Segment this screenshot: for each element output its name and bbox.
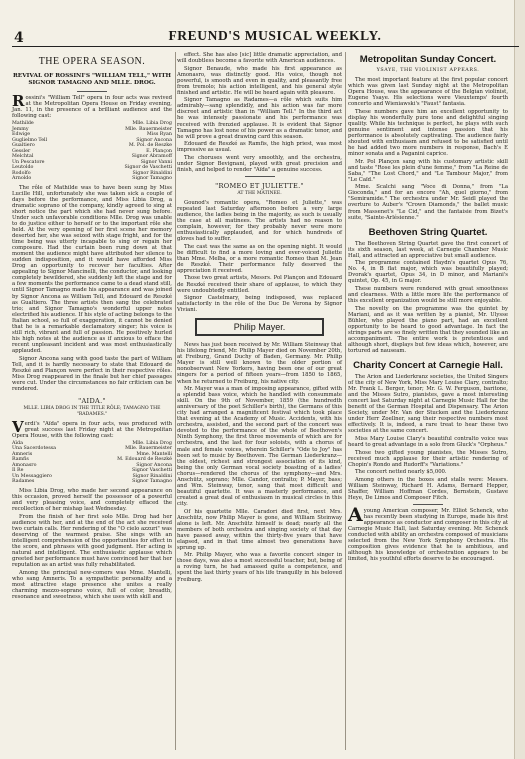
paragraph: The concert netted nearly $5,000. — [355, 469, 447, 476]
paragraph: Mme. Scalchi sang "Voce di Donna," from "La Gioconda," and for an encore "Ah, quel giorno," from "Semiramide." The orchestra under Mr. Seidl played the overture to Auber's "Crown Diamonds," the ballet music from Massenet's "Le Cid," and the fantaisie from Bizet's suite, "Sainte-Arlésienne." — [348, 184, 508, 221]
performer-name: M. Edouard de Reszké — [117, 457, 172, 463]
string-quartet-heading: Beethoven String Quartet. — [368, 226, 488, 238]
paragraph: Of his quartette Mlle. Caradori died first, next Mrs. Anschütz, now Philip Mayer is gone, and William Steinway alone is left. Mr. Anschütz himself is dead; nearly all the members of both orchestra and singing society of that day have passed away, within the thirty-five years that have elapsed, and in that time almost two generations have sprung up. — [177, 508, 342, 551]
charity-concert-heading: Charity Concert at Carnegie Hall. — [353, 359, 503, 371]
paragraph: News has just been received by Mr. William Steinway that his lifelong friend, Mr. Philip Mayer died on November 20th, at Freiburg, Grand Duchy of Baden, Germany. Mr. Philip Mayer is still well known to the older portion of nonobservant New Yorkers, having been one of our great singers for a period of fifteen years—from 1850 to 1865, when he returned to Freiburg, his native city. — [177, 342, 342, 385]
performer-name: Mlle. Bauermeister — [125, 126, 172, 132]
aida-article — [12, 488, 172, 600]
paragraph: The most important feature at the first popular concert which was given last Sunday night at the Metropolitan Opera House, was the appearance of the Belgian violinist, Eugene Ysaye. His selections were Vieuxtemps' fourth concerto and Wieniawski's "Faust" fantasia. — [348, 77, 508, 108]
performer-name: Signor Ancona — [136, 137, 172, 143]
role-name: Amneris — [12, 451, 33, 457]
performer-name: Mlle. Libia Drog — [132, 121, 172, 127]
william-tell-article — [12, 185, 172, 392]
role-name: Amonasro — [12, 462, 37, 468]
role-name: Jemmy — [12, 126, 29, 132]
masthead: FREUND'S MUSICAL WEEKLY. — [168, 28, 382, 43]
william-tell-intro: Rossini's "William Tell" opera in four acts was revived at the Metropolitan Opera House on Friday evening, Jan. 11, in the presence of a brilliant audience and the following cast: — [12, 92, 172, 120]
romeo-juliette-article — [177, 200, 342, 313]
role-name: Il Re — [12, 468, 24, 474]
page-number: 4 — [14, 30, 24, 46]
adjacent-page-edge — [514, 0, 525, 759]
paragraph: Miss Mary Louise Clary's beautiful contralto voice was heard to great advantage in a solo from Gluck's "Orpheus." — [348, 435, 508, 448]
sunday-concert-heading: Metropolitan Sunday Concert. — [359, 54, 497, 65]
paragraph: Signor Benaude, who made his first appearance as Amonasro, was distinctly good. His voice, though not powerful, is smooth and even in quality, and pleasantly free from tremolo; his action intelligent, and his general style finished and artistic. He will be heard again with pleasure. — [177, 65, 342, 96]
role-name: Rodolfo — [12, 170, 31, 176]
paragraph: The choruses went very smoothly, and the orchestra, under Signor Bevignani, played with great precision and finish, and helped to render "Aïda" a genuine success. — [177, 154, 342, 173]
column-1 — [12, 52, 172, 601]
short-rule — [413, 504, 443, 505]
paragraph: The Beethoven String Quartet gave the first concert of its sixth season, last week, at Carnegie Chamber Music Hall, and attracted an appreciative but small audience. — [348, 240, 508, 259]
paragraph: Those two great artists, Messrs. Pol Plançon and Edouard de Reszké received their share of applause, to which they were undoubtedly entitled. — [177, 275, 342, 294]
role-name: Arnoldo — [12, 176, 32, 182]
role-name: Un Pescatore — [12, 159, 45, 165]
paragraph: Signor Ancona sang with good taste the part of William Tell, and it is hardly necessary to state that Edouard de Reszké and Plançon were perfect in their respective rôles. Miss Drog reappeared in the finale but her chief passages were cut. Under the circumstances no fair criticism can be rendered. — [12, 355, 172, 392]
paragraph: Signor Castelmary, being indisposed, was replaced satisfactorily in the rôle of the Duc De Verona by Signor Viviani. — [177, 295, 342, 314]
column-rule-1 — [175, 52, 176, 750]
performer-name: Mlle. Libia Drog — [132, 440, 172, 446]
paragraph: Among others in the boxes and stalls were: Messrs. William Steinway, Richard H. Adams, Bernard Hepper, Shaffer, William Hoffman Cordes, Bernstein, Gustave Heye, De Limos and Composer Fitch. — [348, 476, 508, 501]
sunday-concert-tagline: YSAYE, THE VIOLINIST APPEARS. — [376, 68, 480, 73]
performer-name: Miss Ryan — [146, 132, 172, 138]
performer-name: Signor Rinaldini — [132, 170, 172, 176]
string-quartet-article — [348, 241, 508, 354]
paragraph: Edouard de Reszké as Ramfis, the high priest, was most impressive as usual. — [177, 141, 342, 154]
paragraph: The rôle of Mathilde was to have been sung by Miss Lucille Hill, unfortunately she was taken sick a couple of days before the performance, and Miss Libia Drog, a dramatic soprano of the company, kindly agreed to sing at short notice the part which she had never sung before. Under such unfavorable conditions Mlle. Drog was unable to do justice either to herself or to the important rôle she held. At the very opening of her first scene her memory deserted her, she was seized with stage fright, and for the time being was utterly incapable to sing or regain her composure. Had the curtain been rung down at that moment the audience might have attributed her silence to sudden indisposition, and it would have afforded Miss Drog an opportunity to recover her faculties. After appealing to Signor Mancinelli, the conductor, and looking completely bewildered, she suddenly left the stage and for a few moments the performance came to a dead stand still, until Signor Tamagno made his appearance and was joined by Signor Ancona as William Tell, and Edouard de Reszké as Gualtiero. The three artists then sang the celebrated trio; and Signor Tamagno's wonderful upper notes electrified his audience. If his style of acting belongs to the Italian school, so full of exaggeration, it cannot be denied that he is a remarkable declamatory singer; his voice is still rich, vibrant and full of passion. He positively hurled his high notes at the audience as if anxious to efface the recent unpleasant incident and was most enthusiastically applauded. — [12, 184, 172, 354]
paragraph: The programme contained Haydn's quartet Opus 76, No. 4, in B flat major, which was beautifully played; Dvorak's quartet, Opus 34, in D minor, and Mariani's quintet, Op. 45, in G major. — [348, 260, 508, 285]
aida-cast — [12, 441, 172, 485]
aida-tagline: MLLE. LIBIA DROG IN THE TITLE RÔLE; TAMAGNO THE "RADAMES." — [23, 405, 161, 417]
performer-name: Signor Vanni — [140, 159, 172, 165]
role-name: Radames — [12, 479, 35, 485]
schenck-article: Ayoung American composer, Mr. Elliot Schenck, who has recently been studying in Europe, made his first appearance as conductor and composer in this city at Carnegie Music Hall, last Saturday evening. Mr. Schenck conducted with ability an orchestra composed of musicians selected from the New York Symphony Orchestra. His composition gives evidence that he is ambitious, and although his knowledge of orchestration appears to be limited, his youthful efforts deserve to be encouraged. — [348, 503, 508, 563]
performer-name: Signor Abramoff — [131, 154, 172, 160]
role-name: Guglielmo Tell — [12, 137, 48, 143]
paragraph: From the finish of her first solo Mlle. Drog had her audience with her, and at the end of the act she received two curtain calls. Her rendering of the "O cielo azzuri" was deserving of the warmest praise. She sings with an intelligent comprehension of the opportunities for effect in the score, and phrases with good judgment. Her acting is natural and intelligent. The enthusiastic applause which greeted her performance must have convinced her that her reputation as an artist was fully rehabilitated. — [12, 513, 172, 568]
performer-name: Signor Ancona — [136, 462, 172, 468]
performer-name: M. Pol. de Reszke — [128, 143, 172, 149]
aida-article-continued — [177, 52, 342, 173]
paragraph: Among the principal new-comers was Mme. Mantelli, who sang Amneris. To a sympathetic personality and a most attractive stage presence she unites a really charming mezzo-soprano voice, full of color, breadth, resonance and sweetness, which she uses with skill and — [12, 569, 172, 600]
william-tell-cast — [12, 121, 172, 182]
william-tell-subheading: REVIVAL OF ROSSINI'S "WILLIAM TELL," WITH SIGNOR TAMAGNO AND MLLE. DROG. — [12, 73, 172, 86]
performer-name: Mme. Mantelli — [136, 451, 172, 457]
paragraph: Signor Tamagno as Radames—a rôle which suits him admirably—sang splendidly, and his action was far more discreet and artistic than in "William Tell." In the third act he was intensely passionate and his performance was received with frenzied applause. It is evident that Signor Tamagno has lost none of his power as a dramatic tenor, and he will prove a great drawing card this season. — [177, 97, 342, 140]
performer-name: E. Plançon — [146, 148, 172, 154]
romeo-juliette-tagline: AT THE MATINEE. — [237, 190, 282, 196]
romeo-juliette-heading: "ROMEO ET JULIETTE." — [215, 181, 304, 190]
aida-heading: "AIDA." — [78, 396, 106, 405]
cast-row — [12, 176, 172, 182]
role-name: Gessler — [12, 148, 31, 154]
column-rule-2 — [345, 52, 346, 750]
role-name: Ramfis — [12, 457, 29, 463]
column-2 — [177, 52, 342, 584]
column-3 — [348, 52, 508, 564]
role-name: Gualtiero — [12, 143, 35, 149]
charity-concert-article — [348, 374, 508, 501]
paragraph: The novelty on the programme was the quintet by Mariani, and as it was written by a pianist, Mr. Ulysse Bühler, who played the piano part, had an excellent opportunity to be heard to good advantage. In fact the strings parts are so finely written that they sounded like an accompaniment. The entire work is pretentious and although short, displays but few ideas which, however, are tortured ad nauseam. — [348, 305, 508, 354]
philip-mayer-article — [177, 342, 342, 582]
opera-season-heading: THE OPERA SEASON. — [38, 56, 146, 67]
role-name: Aïda — [12, 440, 23, 446]
performer-name: Signor Tamagno — [132, 479, 172, 485]
role-name: Melchtal — [12, 154, 34, 160]
paragraph: These numbers gave him an excellent opportunity to display his wonderfully pure tone and delightful singing quality. While his technique is perfect, he plays with such genuine sentiment and intense passion that his performance is absolutely captivating. The audience fairly shouted with enthusiasm and refused to be satisfied until he had added two more numbers in response, Bach's E minor sonata and a Paganini caprice. — [348, 108, 508, 158]
short-rule — [77, 91, 107, 92]
paragraph: The Arion and Liederkranz societies, the United Singers of the city of New York, Miss Mary Louise Clary, contralto; Mr. Frank L. Berger, tenor; Mr. G. W. Ferguson, baritone, and the Misses Sutro, pianistes, gave a most interesting concert last Saturday night at Carnegie Music Hall for the benefit of the German Hospital and Dispensary. The Arion Society, under Mr. Van der Stucken and the Liederkranz under Herr Zoellner, sang their respective numbers most effectively. It is, indeed, a rare treat to hear these two societies at the same concert. — [348, 373, 508, 435]
performer-name: Mlle. Bauermeister — [125, 446, 172, 452]
philip-mayer-heading-box: Philip Mayer. — [195, 318, 324, 336]
aida-intro: Verdi's "Aïda" opera in four acts, was produced with great success last Friday night at the Metropolitan Opera House, with the following cast: — [12, 417, 172, 439]
role-name: Un Messaggiero — [12, 473, 52, 479]
role-name: Leutoldo — [12, 165, 34, 171]
paragraph: Those two gifted young pianistes, the Misses Sutro, received much applause for their artistic rendering of Chopin's Rondo and Rudorff's "Variations." — [348, 449, 508, 468]
cast-row — [12, 479, 172, 485]
performer-name: Signor Vaschetti — [131, 468, 172, 474]
performer-name: Signor Rinaldini — [132, 473, 172, 479]
paragraph: effect. She has also [sic] little dramatic appreciation, and will doubtless become a favorite with American audiences. — [177, 52, 342, 65]
role-name: Una Sacerdotessa — [12, 446, 56, 452]
paragraph: The cast was the same as on the opening night. It would be difficult to find a more loving and ever-voiced Juliette than Mme. Melba, or a more romantic Romeo than M. Jean de Reszké. Their performance fully deserved the appreciation it received. — [177, 243, 342, 274]
performer-name: Signor Tamagno — [132, 176, 172, 182]
role-name: Mathilde — [12, 121, 34, 127]
top-rule — [12, 46, 519, 47]
sunday-concert-article — [348, 77, 508, 221]
paragraph: Gounod's romantic opera, "Romeo et Juliette," was repeated last Saturday afternoon before a very large audience, the ladies being in the majority, as such is usually the case at all matinees. The artists had no reason to complain, however, for they probably never were more enthusiastically applauded, and for which hundreds of gloves had to suffer. — [177, 199, 342, 243]
paragraph: Mr. Pol Plançon sang with his customary artistic skill and taste "Rose les plein d'une femme," from "La Reine de Saba," "The Lost Chord," and "Le Tambour Major," from "Le Caïd." — [348, 158, 508, 183]
paragraph: Miss Libia Drog, who made her second appearance on this occasion, proved herself the possessor of a powerful and very pleasing voice, and completely effaced the recollection of her mishap last Wednesday. — [12, 487, 172, 513]
performer-name: Signor de Vaschetti — [124, 165, 172, 171]
paragraph: These numbers were rendered with great smoothness and clearness. With a little more life the performance of this excellent organization would be still more enjoyable. — [348, 285, 508, 305]
role-name: Edwige — [12, 132, 31, 138]
paragraph: Mr. Mayer was a man of imposing appearance, gifted with a splendid bass voice, which he handled with consummate skill. On the 9th of November, 1859 (the hundredth anniversary of the poet Schiller's birth), the Germans of this city had arranged a magnificent festival which took place that evening at the Academy of Music. Accidents, with his orchestra, assisted, and the second part of the concert was devoted to the performance of the whole of Beethoven's Ninth Symphony, the first three movements of which are for orchestra, and the last for four soloists, with a chorus of male and female voices, wherein Schiller's "Ode to Joy" has been set to music by Beethoven. The German Liederkranz—the oldest, richest and strongest association of its kind, being the only German vocal society boasting of a ladies' chorus—rendered the chorus of the symphony—and Mrs. Anschütz, soprano; Mlle. Candor, contralto; P. Mayer, bass; and Wm. Steinway, tenor, sang that most difficult and beautiful quartette. It was a masterly performance, and created a great deal of enthusiasm in musical circles in this city. — [177, 386, 342, 507]
short-rule — [245, 176, 275, 177]
paragraph: Mr. Philip Mayer, who was a favorite concert singer in those days, was also a most successful teacher, but, being of a roving turn, he had amassed quite a competence, and spent the last thirty years of his life tranquilly in his beloved Freiburg. — [177, 552, 342, 583]
